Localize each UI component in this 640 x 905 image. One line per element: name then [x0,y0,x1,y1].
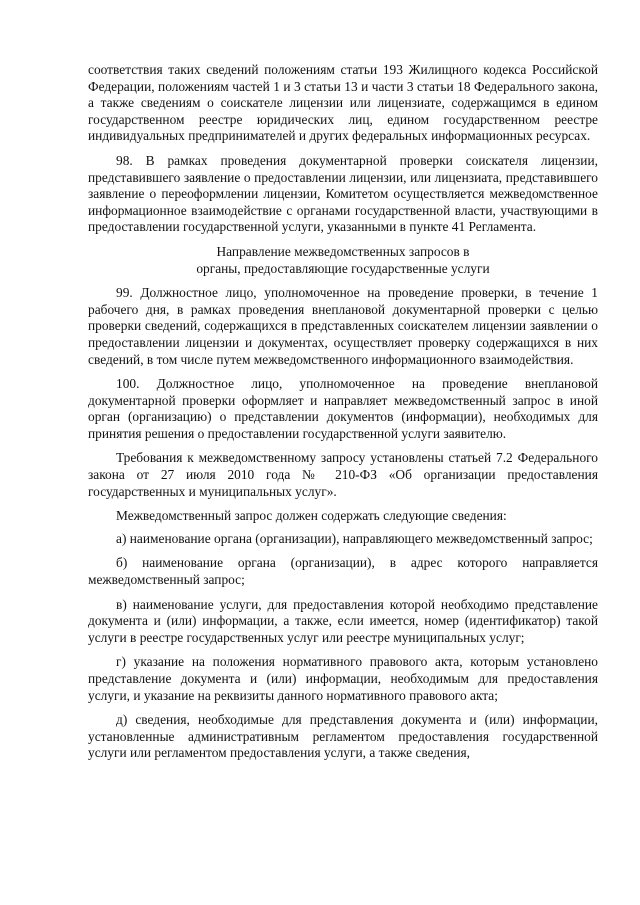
paragraph-requirements: Требования к межведомственному запросу установлены статьей 7.2 Федерального закона от 27 июля 2010 года № 210-ФЗ «Об организации предоставления государственных и муниципальных услуг». [88,450,598,499]
paragraph-continuation: соответствия таких сведений положениям статьи 193 Жилищного кодекса Российской Федерации, положениям частей 1 и 3 статьи 13 и части 3 статьи 18 Федерального закона, а также сведениям о соискателе лицензии или лицензиате, содержащимся в едином государственном реестре юридических лиц, едином государственном реестре индивидуальных предпринимателей и других федеральных информационных ресурсах. [88,62,598,144]
list-item-v: в) наименование услуги, для предоставления которой необходимо представление документа и (или) информации, а также, если имеется, номер (идентификатор) такой услуги в реестре государственных услуг или реестре муниципальных услуг; [88,596,598,645]
paragraph-98: 98. В рамках проведения документарной проверки соискателя лицензии, представившего заявление о предоставлении лицензии, или лицензиата, представившего заявление о переоформлении лицензии, Комитетом осуществляется межведомственное информационное взаимодействие с органами государственной власти, участвующими в предоставлении государственной услуги, указанными в пункте 41 Регламента. [88,152,598,235]
section-heading-line-1: Направление межведомственных запросов в [216,243,470,259]
document-page [88,62,598,770]
paragraph-100: 100. Должностное лицо, уполномоченное на проведение внеплановой документарной проверки оформляет и направляет межведомственный запрос в иной орган (организацию) о представлении документов (информации), необходимых для принятия решения о предоставлении государственной услуги заявителю. [88,376,598,441]
list-item-g: г) указание на положения нормативного правового акта, которым установлено представление документа и (или) информации, необходимым для предоставления услуги, и указание на реквизиты данного нормативного правового акта; [88,654,598,703]
paragraph-99: 99. Должностное лицо, уполномоченное на проведение проверки, в течение 1 рабочего дня, в рамках проведения внеплановой документарной проверки с целью проверки сведений, содержащихся в представленных соискателем лицензии заявлении о предоставлении лицензии и документах, осуществляет проверку содержащихся в них сведений, в том числе путем межведомственного информационного взаимодействия. [88,285,598,367]
paragraph-request-contents: Межведомственный запрос должен содержать следующие сведения: [116,508,507,524]
section-heading [88,244,598,277]
section-heading-line-2: органы, предоставляющие государственные услуги [196,260,490,276]
list-item-b: б) наименование органа (организации), в адрес которого направляется межведомственный запрос; [88,555,598,588]
list-item-a: а) наименование органа (организации), направляющего межведомственный запрос; [116,530,593,546]
list-item-d: д) сведения, необходимые для представления документа и (или) информации, установленные административным регламентом предоставления государственной услуги или регламентом предоставления услуги, а также сведения, [88,712,598,761]
